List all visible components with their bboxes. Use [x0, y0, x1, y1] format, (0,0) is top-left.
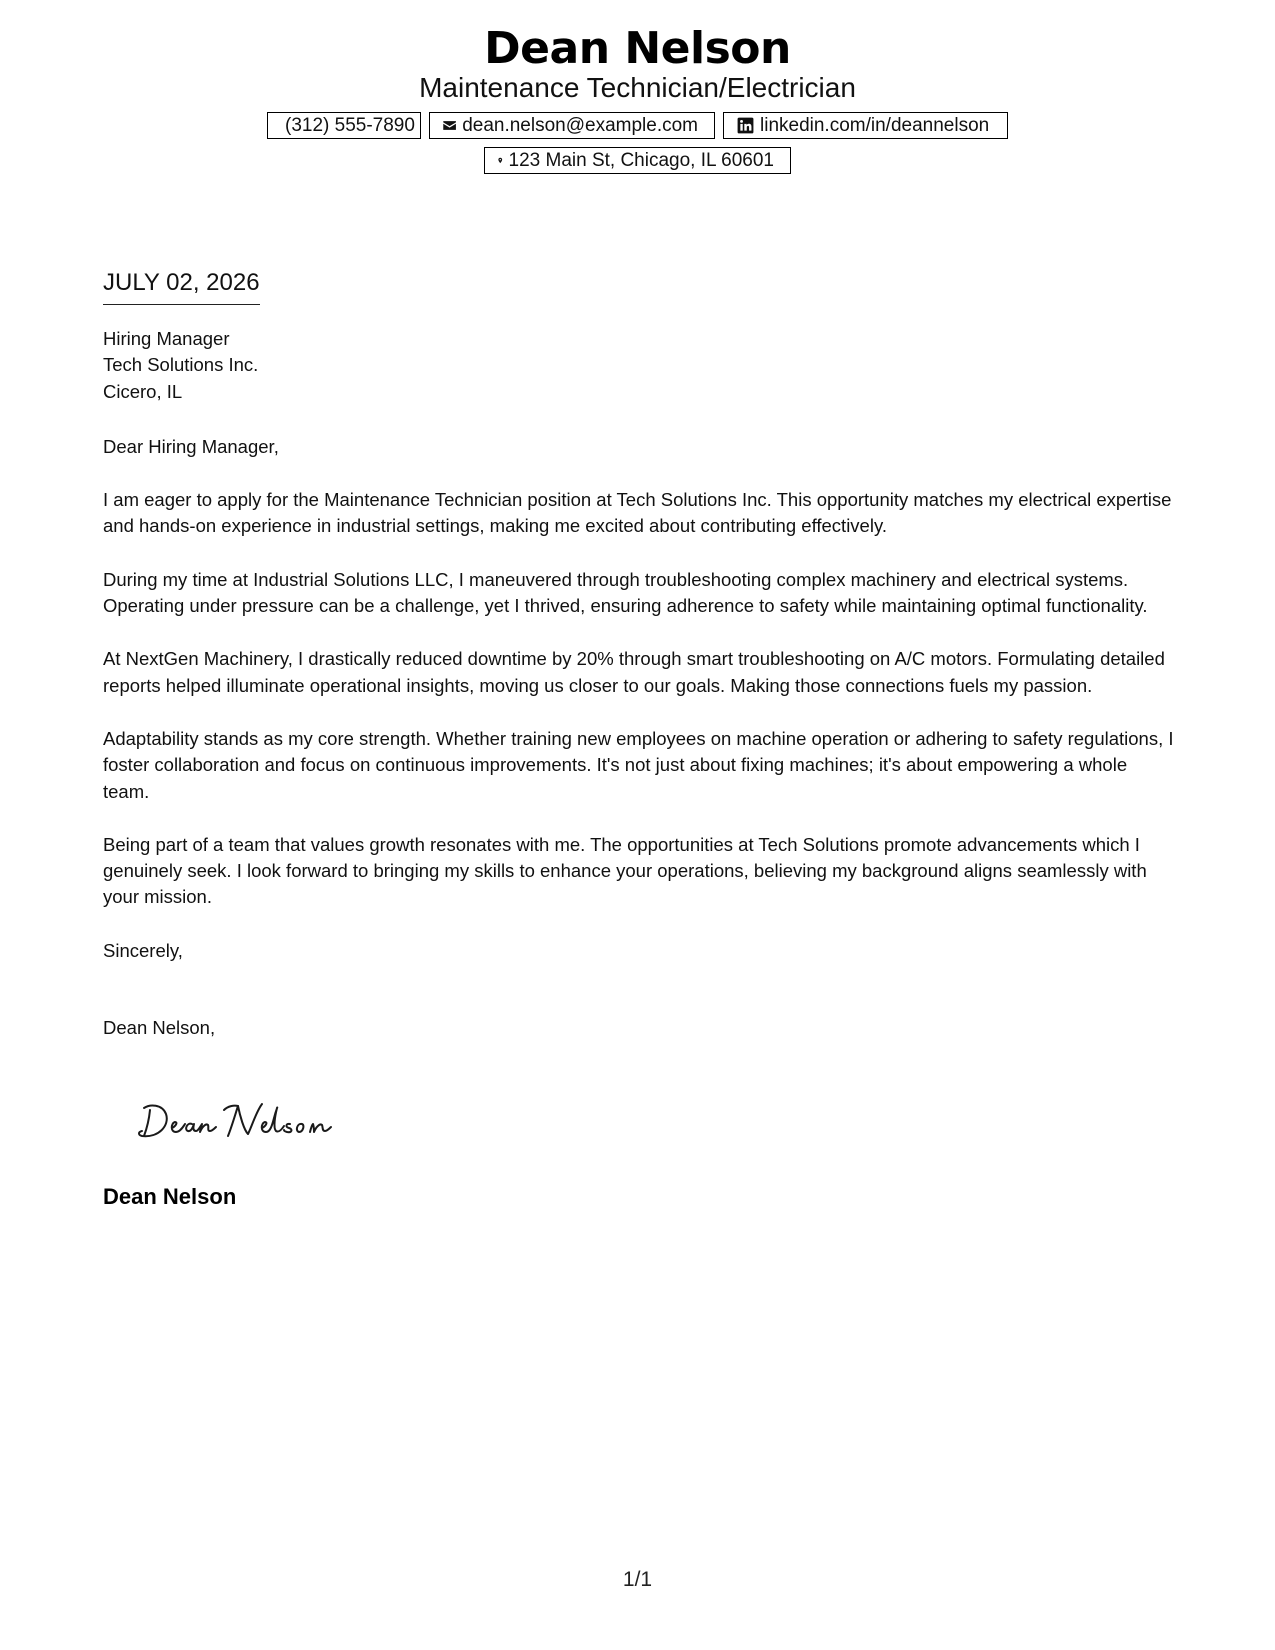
paragraph: During my time at Industrial Solutions LLC, I maneuvered through troubleshooting complex machinery and electrical systems. Operating under pressure can be a challenge, yet I thrived, ensuring adherence to safety while maintaining optimal functionality. — [103, 568, 1148, 617]
applicant-role: Maintenance Technician/Electrician — [419, 72, 856, 103]
linkedin-text: linkedin.com/in/deannelson — [760, 114, 990, 136]
linkedin-icon — [736, 116, 755, 135]
address-row — [0, 147, 1275, 174]
map-marker-icon — [497, 151, 504, 170]
recipient-company: Tech Solutions Inc. — [103, 354, 259, 376]
closing: Sincerely, — [103, 939, 183, 961]
email-text: dean.nelson@example.com — [462, 114, 698, 136]
phone-text: (312) 555-7890 — [285, 114, 415, 136]
handwritten-signature — [132, 1096, 352, 1146]
letter-body — [103, 326, 1178, 1041]
phone-contact[interactable] — [267, 112, 421, 139]
email-contact[interactable] — [429, 112, 715, 139]
recipient-title: Hiring Manager — [103, 328, 230, 349]
page-number: 1/1 — [622, 1568, 653, 1591]
paragraph: At NextGen Machinery, I drastically reduced downtime by 20% through smart troubleshooting on A/C motors. Formulating detailed reports helped illuminate operational insights, moving us closer to our goals. Making those connections fuels my passion. — [103, 648, 1165, 696]
paragraph: Being part of a team that values growth resonates with me. The opportunities at Tech Solutions promote advancements which I genuinely seek. I look forward to bringing my skills to enhance your operations, believing my background aligns seamlessly with your mission. — [103, 833, 1147, 908]
signoff-name: Dean Nelson, — [103, 1017, 216, 1039]
letter-header — [0, 22, 1275, 174]
salutation: Dear Hiring Manager, — [103, 435, 279, 457]
recipient-block — [103, 326, 1178, 405]
applicant-name: Dean Nelson — [484, 23, 791, 74]
address-text: 123 Main St, Chicago, IL 60601 — [508, 149, 774, 171]
paragraph: Adaptability stands as my core strength. Whether training new employees on machine operation or adhering to safety regulations, I foster collaboration and focus on continuous improvements. It's not just about fixing machines; it's about empowering a whole team. — [103, 727, 1174, 802]
recipient-location: Cicero, IL — [103, 380, 183, 402]
contact-row — [0, 112, 1275, 139]
signed-name: Dean Nelson — [103, 1184, 237, 1209]
paragraph: I am eager to apply for the Maintenance Technician position at Tech Solutions Inc. This opportunity matches my electrical expertise and hands-on experience in industrial settings, making me excited about contributing effectively. — [103, 489, 1172, 537]
address-contact — [484, 147, 791, 174]
letter-date: JULY 02, 2026 — [103, 268, 260, 305]
envelope-icon — [442, 116, 457, 135]
linkedin-contact[interactable] — [723, 112, 1008, 139]
